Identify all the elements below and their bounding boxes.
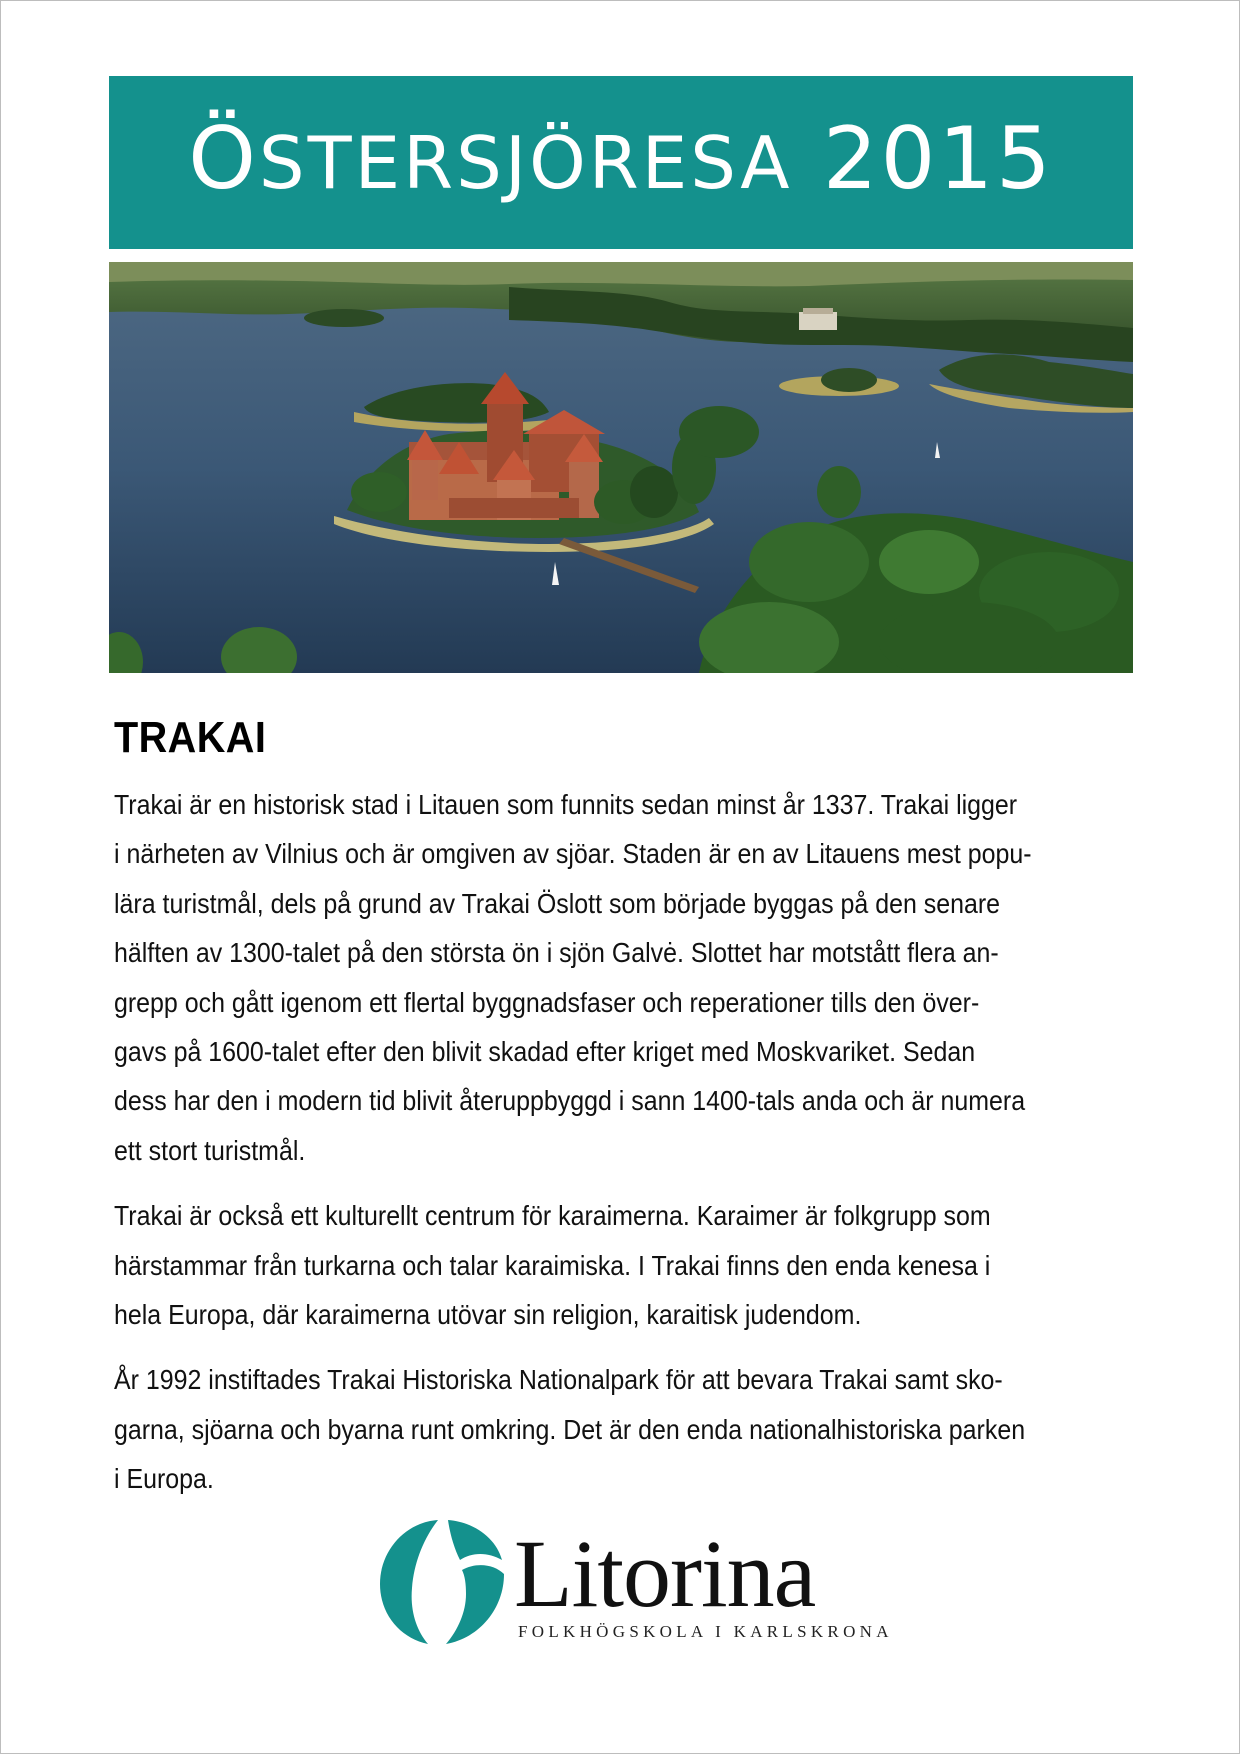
paragraph-karaim (114, 1191, 1124, 1339)
text-line: i Europa. (114, 1462, 214, 1495)
body-text (114, 780, 1124, 1520)
logo-tagline: FOLKHÖGSKOLA I KARLSKRONA (518, 1622, 893, 1641)
text-line: hälften av 1300-talet på den största ön i sjön Galvė. Slottet har motstått flera an- (114, 936, 999, 969)
text-line: gavs på 1600-talet efter den blivit skadad efter kriget med Moskvariket. Sedan (114, 1035, 976, 1068)
paragraph-history (114, 780, 1124, 1175)
text-line: Trakai är en historisk stad i Litauen som funnits sedan minst år 1337. Trakai ligger (114, 788, 1018, 820)
title-banner (109, 76, 1133, 249)
text-line: i närheten av Vilnius och är omgiven av sjöar. Staden är en av Litauens mest popu- (114, 837, 1032, 870)
logo-wordmark: Litorina (514, 1520, 816, 1627)
text-line: lära turistmål, dels på grund av Trakai Öslott som började byggas på den senare (114, 886, 1001, 919)
litorina-logo-mark-icon (376, 1518, 506, 1646)
section-heading: TRAKAI (114, 713, 267, 762)
text-line: dess har den i modern tid blivit återuppbyggd i sann 1400-tals anda och är numera (114, 1084, 1026, 1117)
text-line: År 1992 instiftades Trakai Historiska Nationalpark för att bevara Trakai samt sko- (114, 1363, 1003, 1396)
litorina-logo (376, 1518, 893, 1648)
trakai-castle-photo (109, 262, 1133, 673)
text-line: Trakai är också ett kulturellt centrum för karaimerna. Karaimer är folkgrupp som (114, 1199, 991, 1232)
text-line: ett stort turistmål. (114, 1133, 306, 1166)
text-line: garna, sjöarna och byarna runt omkring. Det är den enda nationalhistoriska parken (114, 1412, 1026, 1445)
banner-title: ÖSTERSJÖRESA 2015 (188, 108, 1054, 209)
text-line: hela Europa, där karaimerna utövar sin religion, karaitisk judendom. (114, 1298, 862, 1331)
paragraph-nationalpark (114, 1355, 1124, 1503)
text-line: härstammar från turkarna och talar karaimiska. I Trakai finns den enda kenesa i (114, 1248, 991, 1281)
text-line: grepp och gått igenom ett flertal byggnadsfaser och reperationer tills den över- (114, 985, 980, 1018)
